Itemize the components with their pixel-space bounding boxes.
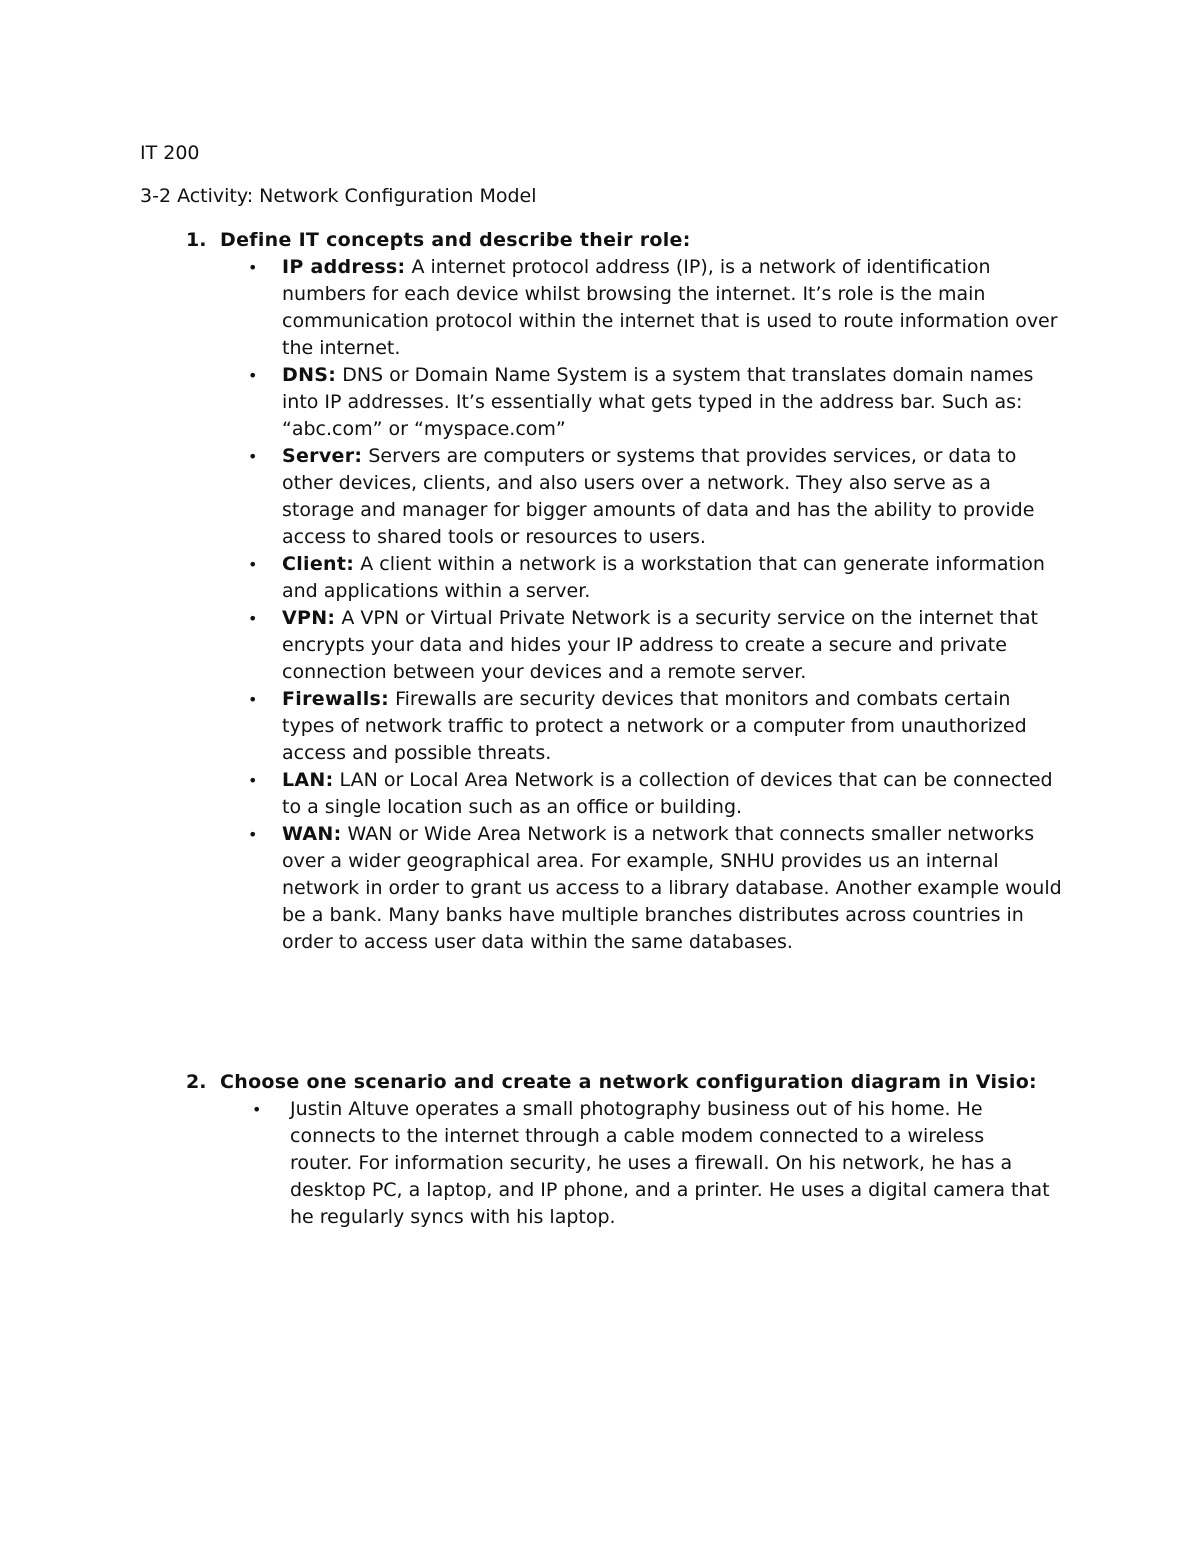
- definition-term: Firewalls:: [282, 688, 390, 710]
- definition-wan: [186, 821, 1062, 956]
- definition-term: VPN:: [282, 607, 336, 629]
- definition-term: WAN:: [282, 823, 342, 845]
- question-1: [186, 227, 1066, 956]
- activity-title: 3-2 Activity: Network Configuration Model: [140, 185, 537, 207]
- definition-server: [186, 443, 1062, 551]
- definition-term: DNS:: [282, 364, 337, 386]
- question-title: Define IT concepts and describe their role:: [220, 229, 691, 251]
- definition-text: A VPN or Virtual Private Network is a security service on the internet that encrypts your data and hides your IP address to create a secure and private connection between your devices and a remote server.: [282, 607, 1038, 683]
- definition-text: LAN or Local Area Network is a collection of devices that can be connected to a single location such as an office or building.: [282, 769, 1053, 818]
- bullet-icon: •: [248, 366, 258, 385]
- definition-text: DNS or Domain Name System is a system that translates domain names into IP addresses. It’s essentially what gets typed in the address bar. Such as: “abc.com” or “myspace.com”: [282, 364, 1034, 440]
- definition-text: A internet protocol address (IP), is a network of identification numbers for each device whilst browsing the internet. It’s role is the main communication protocol within the internet that is used to route information over the internet.: [282, 256, 1058, 359]
- definition-dns: [186, 362, 1062, 443]
- bullet-icon: •: [248, 825, 258, 844]
- bullet-icon: •: [248, 258, 258, 277]
- definition-term: IP address:: [282, 256, 406, 278]
- bullet-icon: •: [248, 771, 258, 790]
- definition-term: Client:: [282, 553, 355, 575]
- definition-text: Servers are computers or systems that provides services, or data to other devices, clients, and also users over a network. They also serve as a storage and manager for bigger amounts of data and has the ability to provide access to shared tools or resources to users.: [282, 445, 1035, 548]
- question-number: 2.: [186, 1071, 207, 1093]
- question-2: [186, 1069, 1066, 1231]
- definition-ip-address: [186, 254, 1062, 362]
- scenario-list: [186, 1096, 1066, 1231]
- bullet-icon: •: [248, 447, 258, 466]
- scenario-text: Justin Altuve operates a small photography business out of his home. He connects to the internet through a cable modem connected to a wireless router. For information security, he uses a firewall. On his network, he has a desktop PC, a laptop, and IP phone, and a printer. He uses a digital camera that he regularly syncs with his laptop.: [290, 1098, 1050, 1228]
- definition-term: LAN:: [282, 769, 334, 791]
- definition-list: [186, 254, 1066, 956]
- bullet-icon: •: [248, 555, 258, 574]
- definition-term: Server:: [282, 445, 363, 467]
- definition-lan: [186, 767, 1062, 821]
- definition-text: WAN or Wide Area Network is a network that connects smaller networks over a wider geographical area. For example, SNHU provides us an internal network in order to grant us access to a library database. Another example would be a bank. Many banks have multiple branches distributes across countries in order to access user data within the same databases.: [282, 823, 1062, 953]
- bullet-icon: •: [252, 1100, 262, 1119]
- definition-firewalls: [186, 686, 1062, 767]
- question-number: 1.: [186, 229, 207, 251]
- question-title: Choose one scenario and create a network configuration diagram in Visio:: [220, 1071, 1037, 1093]
- definition-vpn: [186, 605, 1062, 686]
- scenario-item: [186, 1096, 1050, 1231]
- course-code: IT 200: [140, 142, 200, 164]
- bullet-icon: •: [248, 690, 258, 709]
- definition-text: A client within a network is a workstation that can generate information and applications within a server.: [282, 553, 1045, 602]
- definition-client: [186, 551, 1062, 605]
- bullet-icon: •: [248, 609, 258, 628]
- definition-text: Firewalls are security devices that monitors and combats certain types of network traffic to protect a network or a computer from unauthorized access and possible threats.: [282, 688, 1027, 764]
